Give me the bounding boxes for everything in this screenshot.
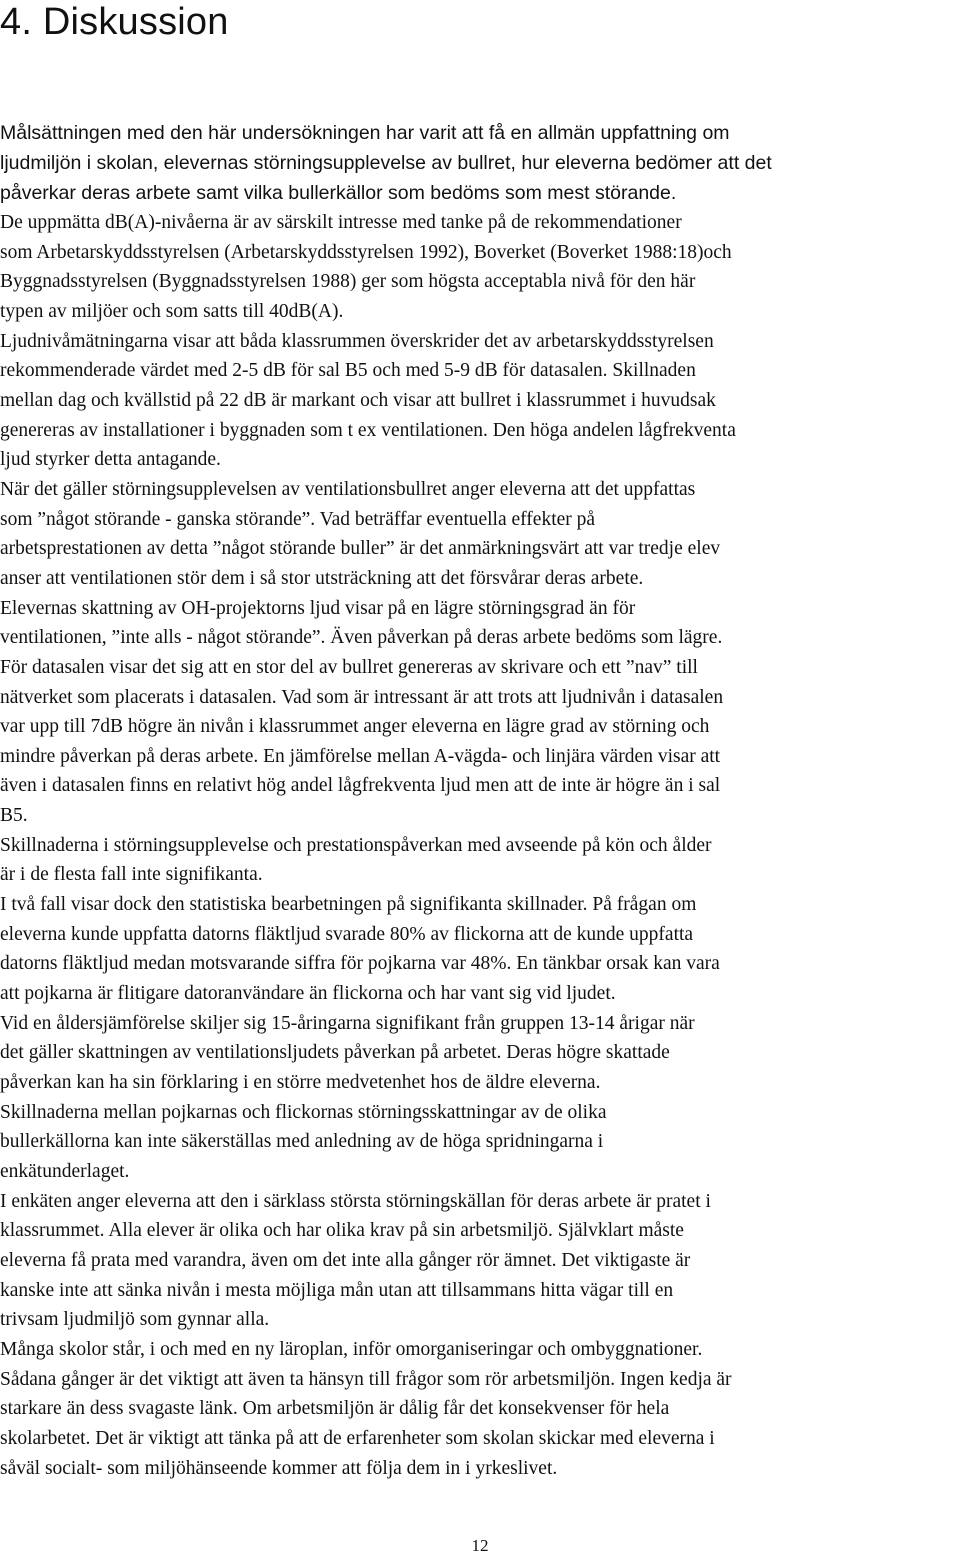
page-number: 12 xyxy=(471,1536,489,1555)
section-heading: 4. Diskussion xyxy=(0,1,229,43)
discussion-body: De uppmätta dB(A)-nivåerna är av särskilt intresse med tanke på de rekommendationer som Arbetarskyddsstyrelsen (Arbetarskyddsstyrelsen 1992), Boverket (Boverket 1988:18)och Byggnadsstyrelsen (Byggnadsstyrelsen 1988) ger som högsta acceptabla nivå för den här typen av miljöer och som satts till 40dB(A). Ljudnivåmätningarna visar att båda klassrummen överskrider det av arbetarskyddsstyrelsen rekommenderade värdet med 2-5 dB för sal B5 och med 5-9 dB för datasalen. Skillnaden mellan dag och kvällstid på 22 dB är markant och visar att bullret i klassrummet i huvudsak genereras av installationer i byggnaden som t ex ventilationen. Den höga andelen lågfrekventa ljud styrker detta antagande. När det gäller störningsupplevelsen av ventilationsbullret anger eleverna att det uppfattas som ”något störande - ganska störande”. Vad beträffar eventuella effekter på arbetsprestationen av detta ”något störande buller” är det anmärkningsvärt att var tredje elev anser att ventilationen stör dem i så stor utsträckning att det försvårar deras arbete. Elevernas skattning av OH-projektorns ljud visar på en lägre störningsgrad än för ventilationen, ”inte alls - något störande”. Även påverkan på deras arbete bedöms som lägre. För datasalen visar det sig att en stor del av bullret genereras av skrivare och ett ”nav” till nätverket som placerats i datasalen. Vad som är intressant är att trots att ljudnivån i datasalen var upp till 7dB högre än nivån i klassrummet anger eleverna en lägre grad av störning och mindre påverkan på deras arbete. En jämförelse mellan A-vägda- och linjära värden visar att även i datasalen finns en relativt hög andel lågfrekventa ljud men att de inte är högre än i sal B5. Skillnaderna i störningsupplevelse och prestationspåverkan med avseende på kön och ålder är i de flesta fall inte signifikanta. I två fall visar dock den statistiska bearbetningen på signifikanta skillnader. På frågan om eleverna kunde uppfatta datorns fläktljud svarade 80% av flickorna att de kunde uppfatta datorns fläktljud medan motsvarande siffra för pojkarna var 48%. En tänkbar orsak kan vara att pojkarna är flitigare datoranvändare än flickorna och har vant sig vid ljudet. Vid en åldersjämförelse skiljer sig 15-åringarna signifikant från gruppen 13-14 årigar när det gäller skattningen av ventilationsljudets påverkan på arbetet. Deras högre skattade påverkan kan ha sin förklaring i en större medvetenhet hos de äldre eleverna. Skillnaderna mellan pojkarnas och flickornas störningsskattningar av de olika bullerkällorna kan inte säkerställas med anledning av de höga spridningarna i enkätunderlaget. I enkäten anger eleverna att den i särklass största störningskällan för deras arbete är pratet i klassrummet. Alla elever är olika och har olika krav på sin arbetsmiljö. Självklart måste eleverna få prata med varandra, även om det inte alla gånger rör ämnet. Det viktigaste är kanske inte att sänka nivån i mesta möjliga mån utan att tillsammans hitta vägar till en trivsam ljudmiljö som gynnar alla. Många skolor står, i och med en ny läroplan, inför omorganiseringar och ombyggnationer. Sådana gånger är det viktigt att även ta hänsyn till frågor som rör arbetsmiljön. Ingen kedja är starkare än dess svagaste länk. Om arbetsmiljön är dålig får det konsekvenser för hela skolarbetet. Det är viktigt att tänka på att de erfarenheter som skolan skickar med eleverna i såväl socialt- som miljöhänseende kommer att följa dem in i yrkeslivet. xyxy=(0,212,736,1479)
intro-paragraph: Målsättningen med den här undersökningen har varit att få en allmän uppfattning om ljudmiljön i skolan, elevernas störningsupplevelse av bullret, hur eleverna bedömer att det påverkar deras arbete samt vilka bullerkällor som bedöms som mest störande. xyxy=(0,122,772,204)
